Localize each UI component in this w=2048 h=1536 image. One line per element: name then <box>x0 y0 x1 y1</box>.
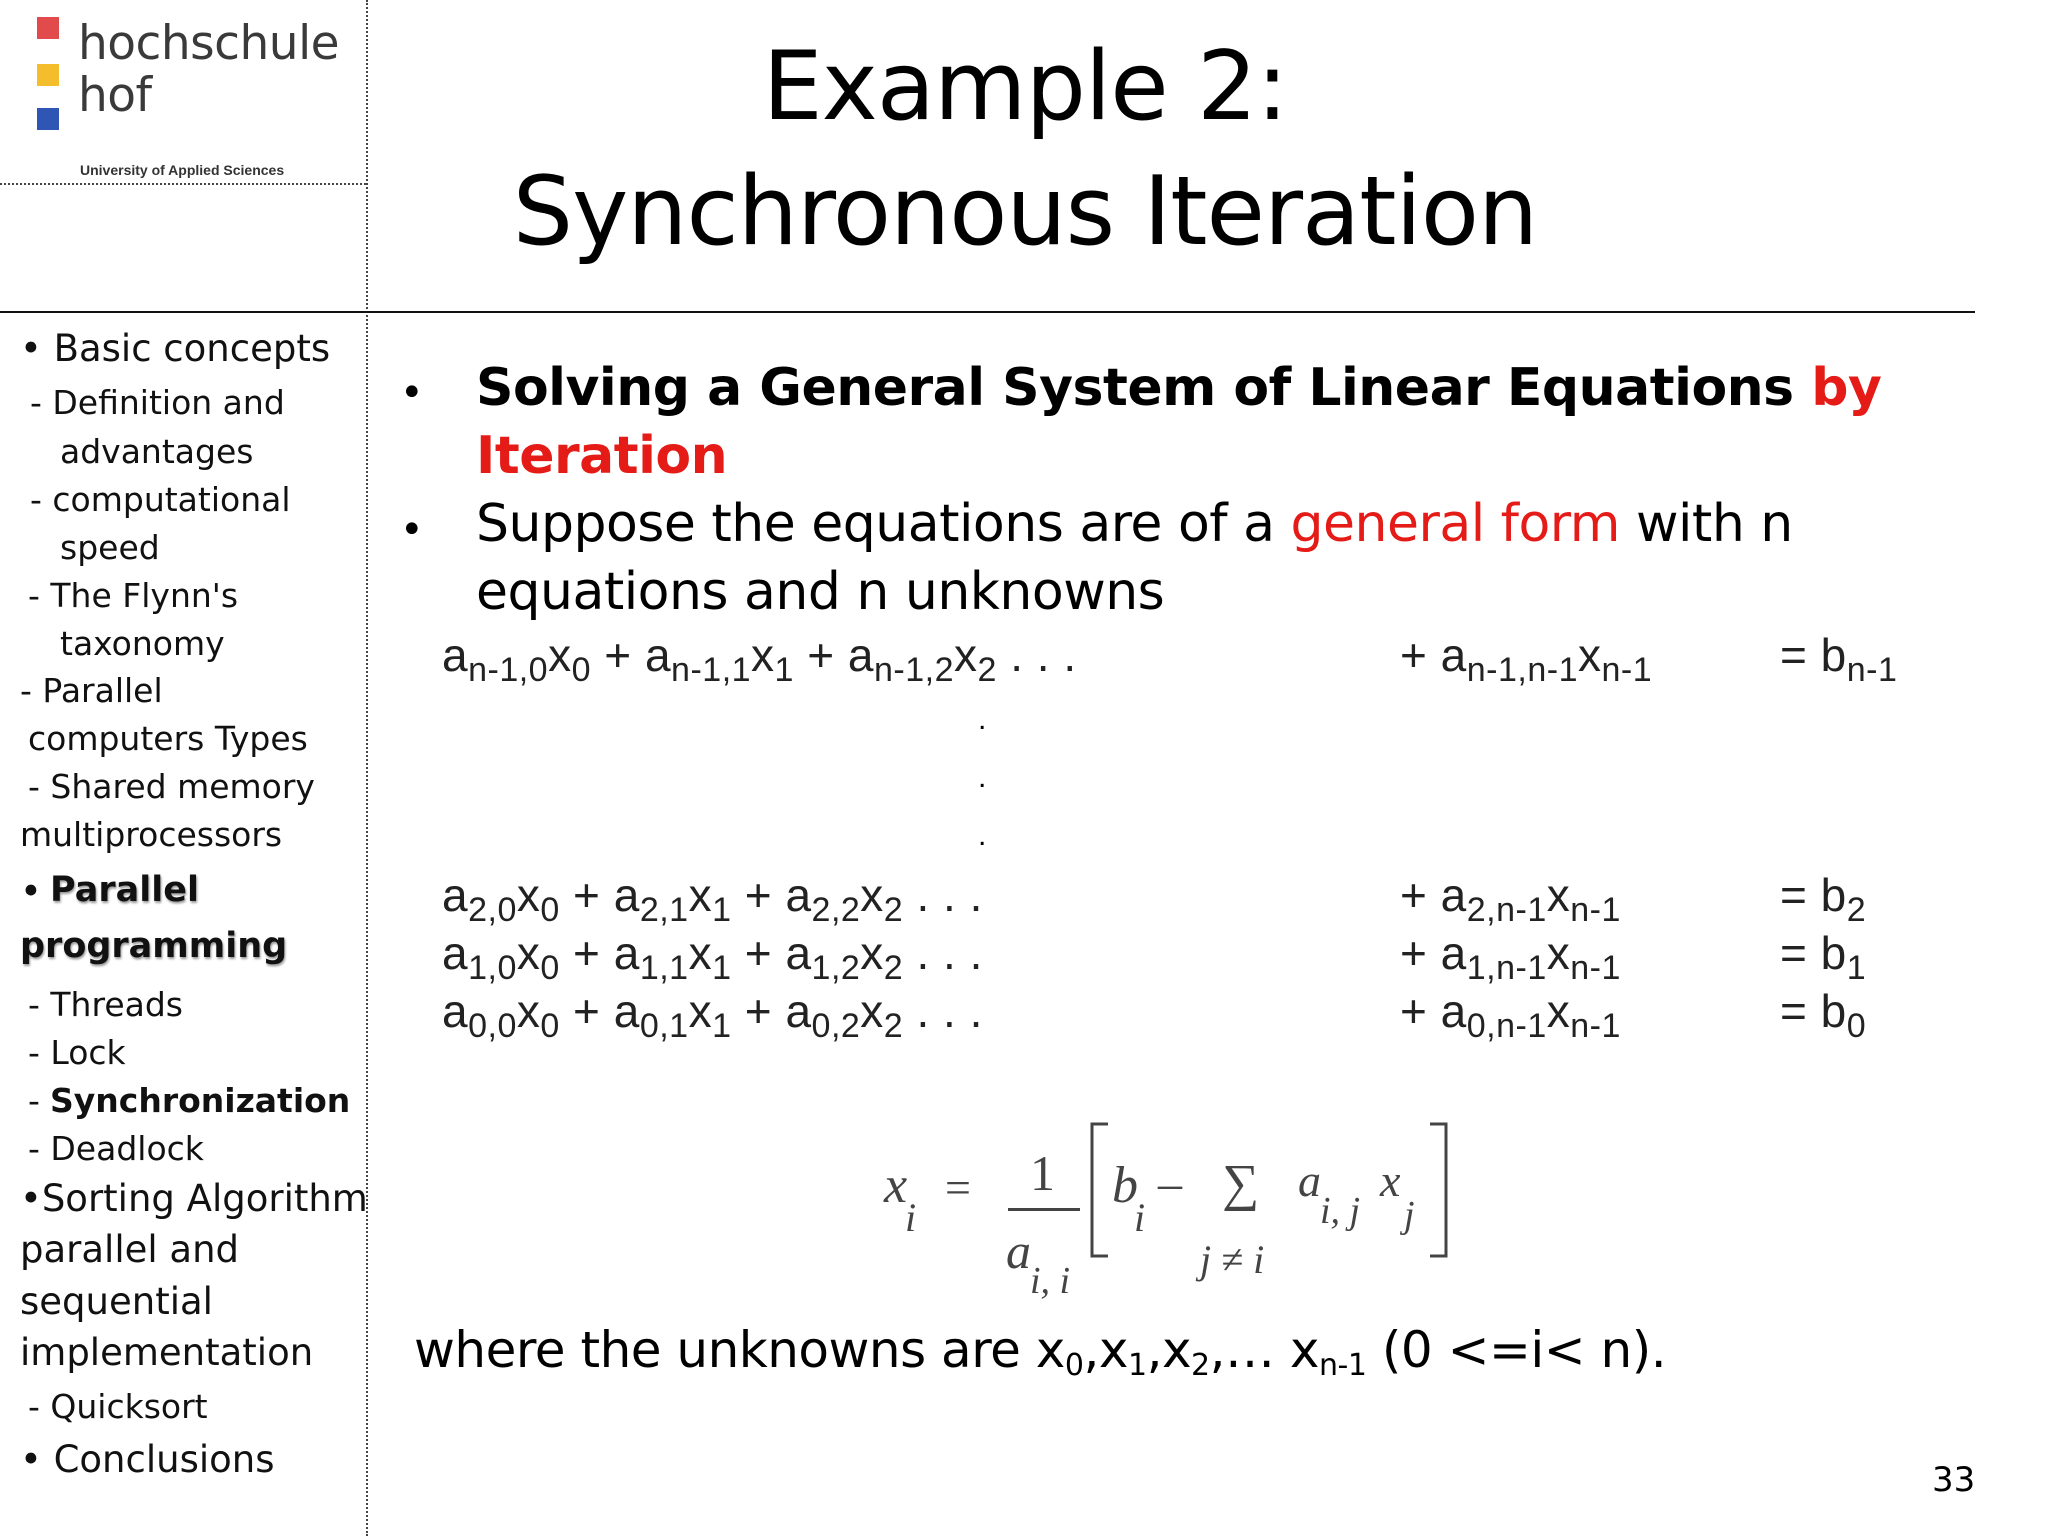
sidebar-item-basic-concepts: • Basic concepts <box>20 327 331 370</box>
formula-a-sub: i, j <box>1320 1190 1361 1232</box>
page-number: 33 <box>1932 1460 1976 1500</box>
sidebar-item-sorting-cont1: parallel and <box>20 1228 240 1271</box>
formula-numerator: 1 <box>1030 1145 1055 1201</box>
sidebar-item-definition: - Definition and <box>30 383 285 422</box>
slide-title-line2: Synchronous Iteration <box>512 157 1538 267</box>
bullet-1-highlight: by <box>1811 358 1882 418</box>
bullet-1-dot: • <box>400 370 424 416</box>
equation-row: $a_{2,0}x_0 + a_{2,1}x_1 + a_{2,2}x_2$ . . . <box>442 869 983 929</box>
sidebar-item-parallel-computers-cont: computers Types <box>28 719 308 758</box>
bullet-2-line2: equations and n unknowns <box>476 562 1165 622</box>
title-rule <box>0 311 1975 313</box>
logo-text-line1: hochschule <box>78 16 340 71</box>
sidebar-item-deadlock: - Deadlock <box>28 1129 204 1168</box>
sidebar-item-sorting-cont2: sequential <box>20 1280 213 1323</box>
equation-last-term: + $a_{0,n-1}x_{n-1}$ <box>1400 985 1621 1045</box>
equation-row: $a_{1,0}x_0 + a_{1,1}x_1 + a_{1,2}x_2$ . . . <box>442 927 983 987</box>
logo-square-yellow <box>37 64 59 86</box>
sidebar-item-sync-dash: - <box>28 1081 40 1120</box>
bullet-2-line1 <box>476 494 1793 554</box>
formula-denominator-sub: i, i <box>1030 1260 1071 1302</box>
equation-row: $a_{0,0}x_0 + a_{0,1}x_1 + a_{0,2}x_2$ . . . <box>442 985 983 1045</box>
equation-row: $a_{n-1,0}x_0 + a_{n-1,1}x_1 + a_{n-1,2}x_2$ . . . <box>442 629 1077 689</box>
formula-equals: = <box>945 1162 971 1213</box>
sidebar-item-lock: - Lock <box>28 1033 126 1072</box>
formula-x: x <box>884 1157 908 1214</box>
sidebar-bullet: • <box>20 870 42 913</box>
logo-subtitle: University of Applied Sciences <box>80 162 285 178</box>
left-bracket <box>1086 1120 1112 1260</box>
formula-sum-index: j ≠ i <box>1200 1237 1265 1282</box>
unknowns-note: where the unknowns are $x_0,x_1,x_2,\dots$ $x_{n-1}$ (0 <=i< n). <box>414 1321 1667 1383</box>
equation-last-term: + $a_{1,n-1}x_{n-1}$ <box>1400 927 1621 987</box>
sidebar-item-parallel-computers: - Parallel <box>20 671 163 710</box>
formula-b-sub: i <box>1134 1195 1146 1240</box>
bullet-1-text: Solving a General System of Linear Equations <box>476 358 1812 418</box>
formula-fraction-bar <box>1008 1208 1080 1211</box>
equation-rhs: = $b_{n-1}$ <box>1780 629 1898 689</box>
sidebar-item-flynn: - The Flynn's <box>28 576 239 615</box>
sidebar-item-sorting: •Sorting Algorithm <box>20 1177 368 1220</box>
sidebar-item-synchronization: Synchronization <box>50 1081 351 1120</box>
sidebar-item-shared-memory-cont: multiprocessors <box>20 815 283 854</box>
formula-x-sub: i <box>905 1195 917 1240</box>
equation-last-term: + $a_{2,n-1}x_{n-1}$ <box>1400 869 1621 929</box>
logo-square-blue <box>37 108 59 130</box>
sidebar-item-shared-memory: - Shared memory <box>28 767 315 806</box>
bullet-2-text: Suppose the equations are of a <box>476 494 1291 554</box>
bullet-2-highlight: general form <box>1290 494 1620 554</box>
formula-b: b <box>1112 1157 1138 1214</box>
sidebar-item-computational-cont: speed <box>60 528 160 567</box>
logo-square-red <box>37 17 59 39</box>
sidebar-item-parallel-programming-cont: programming <box>20 926 288 966</box>
equation-rhs: = $b_2$ <box>1780 869 1867 929</box>
vertical-dot: . <box>978 819 987 852</box>
right-bracket <box>1426 1120 1452 1260</box>
bullet-1-line2: Iteration <box>476 426 728 486</box>
sidebar-item-conclusions: • Conclusions <box>20 1438 275 1481</box>
equation-rhs: = $b_0$ <box>1780 985 1867 1045</box>
equation-rhs: = $b_1$ <box>1780 927 1867 987</box>
equation-last-term: + $a_{n-1,n-1}x_{n-1}$ <box>1400 629 1653 689</box>
vertical-dot: . <box>978 761 987 794</box>
sidebar-item-parallel-programming: Parallel <box>50 870 199 910</box>
sidebar-item-quicksort: - Quicksort <box>28 1387 208 1426</box>
sidebar-item-definition-cont: advantages <box>60 432 254 471</box>
vertical-dot: . <box>978 703 987 736</box>
sidebar-item-computational: - computational <box>30 480 291 519</box>
logo-text-line2: hof <box>78 68 152 123</box>
bullet-2-text-end: with n <box>1619 494 1793 554</box>
sigma-icon: ∑ <box>1222 1155 1260 1212</box>
formula-xj-sub: j <box>1404 1194 1415 1236</box>
sidebar-item-sorting-cont3: implementation <box>20 1331 314 1374</box>
formula-a: a <box>1298 1155 1321 1206</box>
slide-title-line1: Example 2: <box>762 32 1288 142</box>
bullet-2-dot: • <box>400 507 424 553</box>
logo-divider <box>0 183 366 185</box>
formula-denominator: a <box>1006 1223 1031 1279</box>
sidebar-divider <box>366 0 368 1536</box>
formula-minus: – <box>1158 1157 1182 1210</box>
sidebar-item-flynn-cont: taxonomy <box>60 624 225 663</box>
sidebar-item-threads: - Threads <box>28 985 183 1024</box>
bullet-1-line1 <box>476 358 1882 418</box>
formula-xj: x <box>1380 1155 1401 1206</box>
